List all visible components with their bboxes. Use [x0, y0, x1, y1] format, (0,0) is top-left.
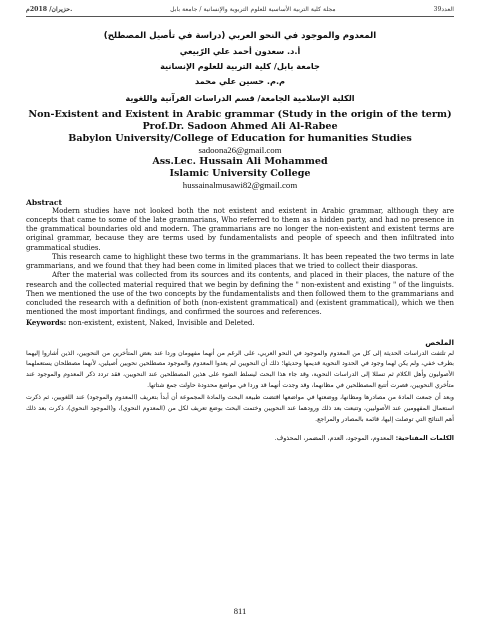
- email-2: hussainalmusawi82@gmail.com: [182, 180, 298, 191]
- english-author-1: Prof.Dr. Sadoon Ahmed Ali Al-Rabee: [142, 120, 338, 132]
- english-affiliation-1: Babylon University/College of Education for humanities Studies: [68, 132, 412, 144]
- header-issue: العدد39: [433, 6, 454, 13]
- arabic-keywords-text: المعدوم، الموجود، العدم، المضمر، المحذوف.: [274, 434, 396, 443]
- arabic-title: المعدوم والموجود في النحو العربي (دراسة في تأصيل المصطلح): [103, 31, 377, 41]
- email-1: sadoona26@gmail.com: [198, 144, 282, 155]
- english-affiliation-2: Islamic University College: [169, 168, 311, 180]
- keywords-text: non-existent, existent, Naked, Invisible and Deleted.: [66, 318, 255, 327]
- header-journal: مجلة كلية التربية الأساسية للعلوم التربوية والإنسانية / جامعة بابل: [170, 6, 336, 13]
- arabic-abstract-heading: الملخص: [425, 337, 454, 347]
- arabic-keywords-line: [26, 434, 454, 442]
- english-title: Non-Existent and Existent in Arabic grammar (Study in the origin of the term): [28, 109, 452, 120]
- abstract-heading: Abstract: [26, 197, 63, 207]
- arabic-affiliation-1: جامعة بابل/ كلية التربية للعلوم الإنسانية: [160, 61, 320, 71]
- arabic-author-1: أ.د. سعدون أحمد علي الرّبيعي: [179, 46, 301, 56]
- running-header: [26, 6, 454, 17]
- arabic-abstract-paragraph-2: وبعد أن جمعت المادة من مصادرها ومظانها، ووضعتها في مواضعها اقتضت طبيعة البحث والمادة المجموعة أن أبدأ بتعريف (المعدوم والموجود) عند اللغويين، ثم ذكرت استعمال المفهومين عند الأصوليين، وتتبعت بعد ذلك ورودهما عند النحويين وختمت البحث بوضع تعريف لكل من (المعدوم النحوي)، و(الموجود النحوي)، ذكرت بعد ذلك أهم النتائج التي توصلت إليها، قائمة بالمصادر والمراجع.: [26, 394, 454, 423]
- abstract-paragraph-2: This research came to highlight these two terms in the grammarians. It has been repeated the two terms in late grammarians, and we found that they had been come in limited places that we tried to collect their diasporas.: [26, 252, 454, 271]
- english-author-2: Ass.Lec. Hussain Ali Mohammed: [152, 156, 328, 168]
- abstract-paragraph-3: After the material was collected from its sources and its contents, and placed in their places, the nature of the research and the collected material required that we begin by defining the " non-existent and existing " of the linguists. Then we mentioned the use of the two concepts by the fundamentalists and then followed them to the grammarians and concluded the research with a definition of both (non-existent grammatical) and (existent grammatical), which we then mentioned the most important findings, and confirmed the sources and references.: [26, 271, 454, 317]
- keywords-line: [26, 318, 454, 328]
- arabic-affiliation-2: الكلية الإسلامية الجامعة/ قسم الدراسات القرآنية واللغوية: [125, 93, 355, 103]
- arabic-keywords-label: الكلمات المفتاحية:: [395, 434, 454, 443]
- abstract-paragraph-1: Modern studies have not looked both the not existent and existent in Arabic grammar, although they are concepts that came to some of the late grammarians, Who referred to them as a hidden party, and had no presence in the grammatical boundaries old and modern. The grammarians are no longer the non-existent and existent terms are original grammar, because they are terms used by fundamentalists and people of speech and then infiltrated into grammatical studies.: [26, 206, 454, 252]
- arabic-abstract-paragraph-1: لم تلتفت الدراسات الحديثة إلى كل من المعدوم والموجود في النحو العربي، على الرغم من أنهما مفهومان وردا عند بعض المتأخرين من النحويين، الذين أشاروا إليهما بطرف خفي، ولم يكن لهما وجود في الحدود النحوية قديمها وحديثها؛ ذلك أن النحويين لم يعدوا المعدوم والموجود مصطلحين نحويين أصيلين، لأنهما مصطلحان يستعملهما الأصوليون وأهل الكلام ثم تسللا إلى الدراسات النحوية، وقد جاء هذا البحث ليسلط الضوء على هذين المصطلحين عند النحويين، فقد تردد ذكر المعدوم والموجود عند متأخري النحويين، فصرت أتتبع المصطلحين في مظانهما، وقد وجدت أنهما قد وردا في مواضع محدودة حاولت جمع شتاتها.: [26, 349, 454, 389]
- header-date: حزيران/ 2018م.: [26, 6, 73, 13]
- keywords-label: Keywords:: [26, 317, 67, 327]
- arabic-author-2: م.م. حسين علي محمد: [194, 76, 286, 86]
- page-number: 811: [233, 606, 247, 616]
